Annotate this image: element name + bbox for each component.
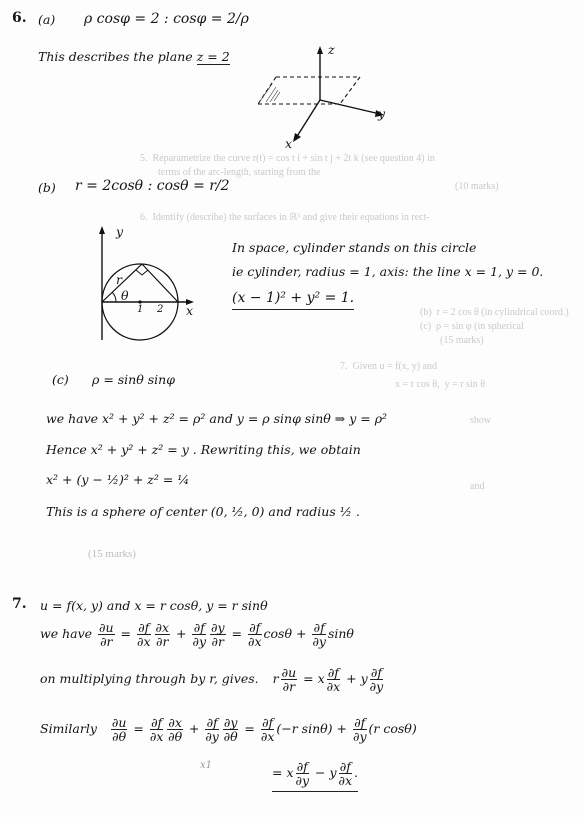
frac-dy-dtheta: $\frac{\partial y}{\partial\theta}$ (223, 715, 238, 744)
circle-sketch (92, 222, 202, 352)
q7-chain-rule-r: we have $\frac{\partial u}{\partial r}$ = $\frac{\partial f}{\partial x}$ $\frac{\partial x}{\partial r}$ + $\frac{\partial f}{\partial y}$ $\frac{\partial y}{\partial r}$ = $\frac{\partial f}{\partial x}$ cosθ + $\frac{\partial f}{\partial y}$ sinθ (40, 620, 354, 649)
frac-df-dx-4: $\frac{\partial f}{\partial x}$ (149, 715, 164, 744)
circle-x-axis-label: x (186, 303, 194, 318)
q6c-line4: This is a sphere of center (0, ½, 0) and radius ½ . (46, 504, 360, 519)
circle-tick-1: 1 (137, 304, 144, 315)
q6b-result-equation: (x − 1)² + y² = 1. (232, 290, 354, 310)
frac-df-dx-2: $\frac{\partial f}{\partial x}$ (248, 620, 262, 649)
plane-z2-sketch (248, 40, 408, 160)
circle-y-axis-label: y (116, 224, 124, 239)
bleed-through-q6-line1: 6. Identify (describe) the surfaces in ℝ³ and give their equations in rect- (140, 212, 430, 223)
q6b-equation: r = 2cosθ : cosθ = r/2 (75, 178, 230, 194)
q6c-line3: x² + (y − ½)² + z² = ¼ (46, 472, 190, 487)
circle-theta-label: θ (121, 288, 129, 303)
stray-mark: x1 (200, 760, 213, 771)
bleed-through-q5-line1: 5. Reparametrize the curve r(t) = cos t i + sin t j + 2t k (see question 4) in (140, 153, 435, 164)
frac-dy-dr: $\frac{\partial y}{\partial r}$ (211, 620, 225, 649)
q6a-equation: ρ cosφ = 2 : cosφ = 2/ρ (84, 11, 249, 27)
frac-df-dy-2: $\frac{\partial f}{\partial y}$ (312, 620, 326, 649)
frac-du-dr: $\frac{\partial u}{\partial r}$ (99, 620, 114, 649)
frac-du-dr-2: $\frac{\partial u}{\partial r}$ (281, 665, 297, 694)
q7-multiply-line: on multiplying through by r, gives. r $\frac{\partial u}{\partial r}$ = x $\frac{\partial f}{\partial x}$ + y $\frac{\partial f}{\partial y}$ (40, 665, 384, 694)
bleed-through-q7-line3: show (470, 415, 492, 426)
frac-df-dy: $\frac{\partial f}{\partial y}$ (192, 620, 207, 649)
q7-we-have: we have (40, 626, 93, 641)
q6b-text-line1: In space, cylinder stands on this circle (232, 240, 477, 255)
bleed-through-q6-line3: (c) ρ = sin φ (in spherical (420, 321, 524, 332)
sketch-y-axis-label: y (378, 106, 386, 121)
q6c-line2: Hence x² + y² + z² = y . Rewriting this, we obtain (46, 442, 361, 457)
bleed-through-q5-marks: (10 marks) (455, 181, 499, 192)
frac-df-dy-final: $\frac{\partial f}{\partial y}$ (295, 759, 310, 788)
q7-given: u = f(x, y) and x = r cosθ, y = r sinθ (40, 598, 268, 613)
q7-similarly: Similarly (40, 721, 97, 736)
sketch-x-axis-label: x (285, 136, 293, 151)
bleed-through-q6-marks: (15 marks) (440, 335, 484, 346)
frac-df-dx-final: $\frac{\partial f}{\partial x}$ (338, 759, 353, 788)
bleed-through-q7-line4: and (470, 481, 485, 492)
q6b-label: (b) (38, 180, 56, 195)
sketch-z-axis-label: z (328, 42, 335, 57)
q7-final-result: = x $\frac{\partial f}{\partial y}$ − y $\frac{\partial f}{\partial x}$ . (272, 760, 358, 792)
frac-df-dx: $\frac{\partial f}{\partial x}$ (137, 620, 151, 649)
bleed-through-q5-line2: terms of the arc-length, starting from the (158, 167, 321, 178)
q6b-text-line2: ie cylinder, radius = 1, axis: the line x = 1, y = 0. (232, 264, 544, 279)
question-6-number: 6. (12, 10, 27, 26)
q6a-description-text: This describes the plane (38, 49, 193, 64)
circle-radius-label: r (116, 272, 122, 287)
frac-df-dx-3: $\frac{\partial f}{\partial x}$ (326, 665, 341, 694)
frac-dx-dr: $\frac{\partial x}{\partial r}$ (155, 620, 170, 649)
q7-multiply-text: on multiplying through by r, gives. (40, 671, 259, 686)
bleed-through-q7-line2: x = r cos θ, y = r sin θ (395, 379, 486, 390)
frac-du-dtheta: $\frac{\partial u}{\partial\theta}$ (111, 715, 127, 744)
frac-df-dx-5: $\frac{\partial f}{\partial x}$ (260, 715, 275, 744)
q6a-plane-equation: z = 2 (196, 49, 230, 64)
frac-dx-dtheta: $\frac{\partial x}{\partial\theta}$ (168, 715, 183, 744)
bleed-through-q6-line2: (b) r = 2 cos θ (in cylindrical coord.) (420, 307, 569, 318)
bleed-through-q7-marks: (15 marks) (88, 548, 136, 560)
bleed-through-q7-line1: 7. Given u = f(x, y) and (340, 361, 438, 372)
q6a-description (38, 49, 230, 64)
question-7-number: 7. (12, 596, 27, 612)
q6c-label: (c) (52, 372, 69, 387)
frac-df-dy-4: $\frac{\partial f}{\partial y}$ (205, 715, 219, 744)
q6c-line1: we have x² + y² + z² = ρ² and y = ρ sinφ sinθ ⇒ y = ρ² (46, 411, 388, 426)
frac-df-dy-5: $\frac{\partial f}{\partial y}$ (353, 715, 367, 744)
frac-df-dy-3: $\frac{\partial f}{\partial y}$ (369, 665, 384, 694)
q6c-equation: ρ = sinθ sinφ (92, 372, 175, 387)
q7-chain-rule-theta: Similarly $\frac{\partial u}{\partial\theta}$ = $\frac{\partial f}{\partial x}$ $\frac{\partial x}{\partial\theta}$ + $\frac{\partial f}{\partial y}$ $\frac{\partial y}{\partial\theta}$ = $\frac{\partial f}{\partial x}$ (−r sinθ) + $\frac{\partial f}{\partial y}$ (r cosθ) (40, 715, 417, 744)
q6a-label: (a) (38, 12, 56, 27)
circle-tick-2: 2 (157, 304, 164, 315)
